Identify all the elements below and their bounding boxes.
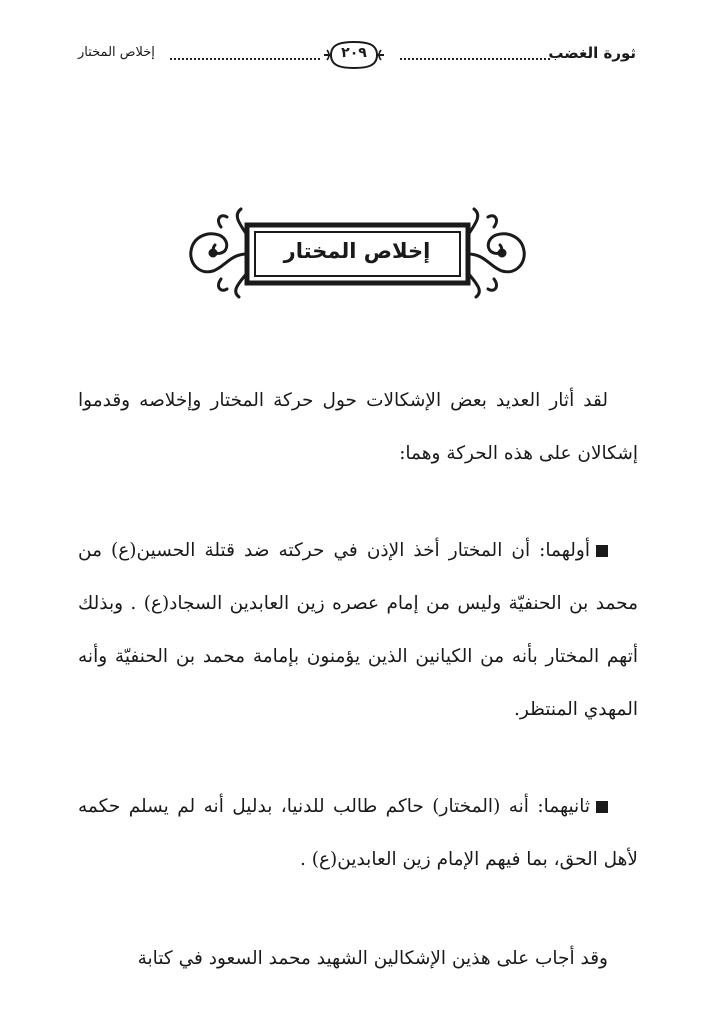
paragraph-intro <box>78 374 638 480</box>
running-book-title: ثورة الغضب <box>548 44 636 62</box>
section-title: إخلاص المختار <box>283 239 431 263</box>
square-bullet-icon <box>596 801 608 813</box>
paragraph-intro-text: لقد أثار العديد بعض الإشكالات حول حركة المختار وإخلاصه وقدموا إشكالان على هذه الحركة وهما: <box>78 390 638 464</box>
header-dotted-rule-left <box>170 58 320 60</box>
paragraph-first-objection <box>78 524 638 736</box>
page-number: ٢٠٩ <box>341 45 367 61</box>
paragraph-second-objection <box>78 780 638 886</box>
section-title-cartouche <box>185 205 530 300</box>
paragraph-closing-text: وقد أجاب على هذين الإشكالين الشهيد محمد السعود في كتابة <box>137 948 608 969</box>
page-header <box>78 40 636 72</box>
page-number-ornament <box>323 38 385 72</box>
paragraph-second-text: ثانيهما: أنه (المختار) حاكم طالب للدنيا، بدليل أنه لم يسلم حكمه لأهل الحق، بما فيهم الإمام زين العابدين(ع) . <box>78 796 638 870</box>
paragraph-first-text: أولهما: أن المختار أخذ الإذن في حركته ضد قتلة الحسين(ع) من محمد بن الحنفيّة وليس من إمام عصره زين العابدين السجاد(ع) . وبذلك أتهم المختار بأنه من الكيانين الذين يؤمنون بإمامة محمد بن الحنفيّة وأنه المهدي المنتظر. <box>78 540 638 720</box>
header-dotted-rule-right <box>400 58 550 60</box>
paragraph-closing <box>78 932 638 985</box>
running-chapter-title: إخلاص المختار <box>78 45 155 60</box>
square-bullet-icon <box>596 545 608 557</box>
